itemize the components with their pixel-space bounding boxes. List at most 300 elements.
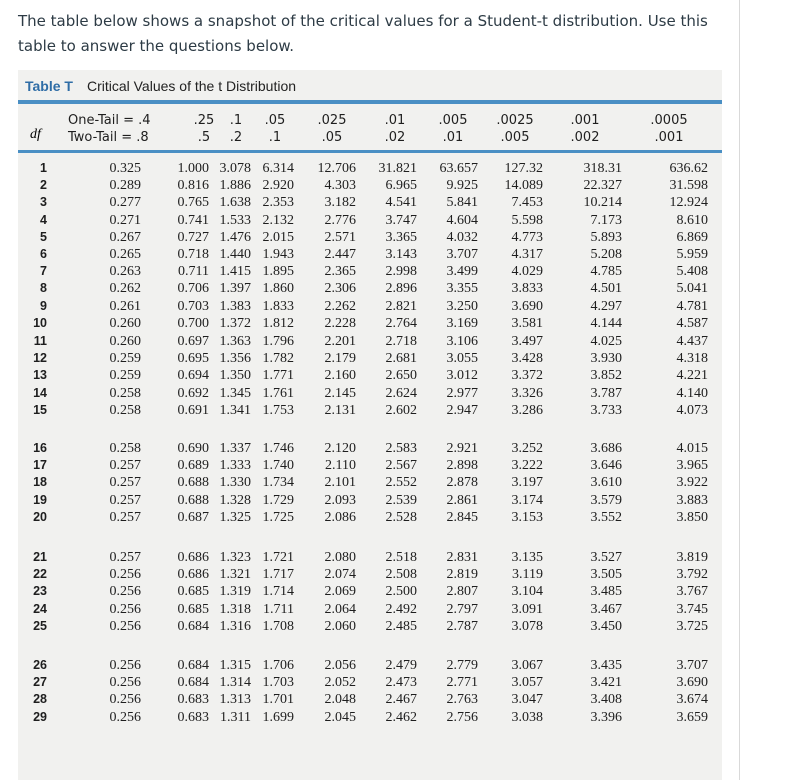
critical-value-cell: 1.761 (262, 385, 294, 401)
critical-value-cell: 1.734 (262, 475, 294, 491)
critical-value-cell: 6.965 (385, 178, 417, 194)
critical-value-cell: 4.144 (590, 315, 622, 331)
df-value: 16 (33, 441, 47, 455)
table-row (18, 493, 722, 510)
critical-value-cell: 1.943 (262, 247, 294, 262)
critical-value-cell: 1.740 (262, 458, 294, 474)
critical-value-cell: 2.110 (325, 458, 356, 474)
critical-value-cell: 3.733 (590, 402, 622, 418)
critical-value-cell: 3.078 (219, 161, 251, 176)
df-value: 11 (33, 334, 47, 348)
critical-value-cell: 0.256 (109, 658, 141, 673)
table-row (18, 247, 722, 264)
table-row (18, 475, 722, 492)
df-value: 26 (33, 658, 47, 672)
header-bottom-rule (18, 150, 722, 153)
critical-value-cell: 5.841 (446, 195, 478, 211)
critical-value-cell: 2.045 (324, 709, 356, 725)
critical-value-cell: 4.587 (676, 315, 708, 331)
one-tail-level: .0005 (650, 113, 688, 128)
critical-value-cell: 5.893 (590, 229, 622, 245)
critical-value-cell: 1.350 (219, 368, 251, 384)
critical-value-cell: 0.692 (177, 385, 209, 401)
critical-value-cell: 2.819 (446, 567, 478, 583)
critical-value-cell: 2.064 (324, 601, 356, 617)
critical-value-cell: 0.260 (109, 334, 141, 349)
critical-value-cell: 3.450 (590, 618, 622, 634)
critical-value-cell: 0.271 (109, 212, 141, 228)
critical-value-cell: 2.624 (385, 385, 417, 401)
df-value: 6 (40, 247, 47, 261)
critical-value-cell: 1.383 (219, 298, 251, 314)
one-tail-level: .01 (384, 113, 406, 128)
critical-value-cell: 3.091 (511, 601, 543, 617)
row-group (18, 247, 722, 333)
critical-value-cell: 0.277 (109, 195, 141, 211)
critical-value-cell: 2.518 (385, 550, 417, 565)
two-tail-level: .05 (321, 130, 343, 145)
critical-value-cell: 3.365 (385, 229, 417, 245)
critical-value-cell: 2.787 (446, 618, 478, 634)
critical-value-cell: 1.315 (219, 658, 251, 673)
critical-value-cell: 0.703 (177, 298, 209, 314)
critical-value-cell: 2.861 (446, 492, 478, 508)
critical-value-cell: 2.756 (446, 709, 478, 725)
critical-value-cell: 4.015 (676, 441, 708, 456)
critical-value-cell: 636.62 (669, 161, 708, 176)
critical-value-cell: 2.797 (446, 601, 478, 617)
critical-value-cell: 0.256 (109, 675, 141, 691)
critical-value-cell: 2.015 (262, 229, 294, 245)
critical-value-cell: 3.252 (511, 441, 543, 456)
critical-value-cell: 2.131 (324, 402, 356, 418)
df-value: 24 (33, 601, 47, 616)
critical-value-cell: 2.160 (324, 368, 356, 384)
critical-value-cell: 3.055 (446, 351, 478, 367)
critical-value-cell: 4.781 (676, 298, 708, 314)
critical-value-cell: 0.325 (109, 161, 141, 176)
critical-value-cell: 2.048 (324, 692, 356, 708)
critical-value-cell: 1.812 (262, 315, 294, 331)
critical-value-cell: 0.727 (177, 229, 209, 245)
critical-value-cell: 2.479 (385, 658, 417, 673)
critical-value-cell: 0.697 (177, 334, 209, 349)
critical-value-cell: 2.898 (446, 458, 478, 474)
table-row (18, 334, 722, 351)
one-tail-header: One-Tail = .4 (68, 113, 151, 128)
critical-value-cell: 3.674 (676, 692, 708, 708)
critical-value-cell: 4.604 (446, 212, 478, 228)
critical-value-cell: 1.341 (219, 402, 251, 418)
critical-value-cell: 1.782 (262, 351, 294, 367)
critical-value-cell: 2.201 (324, 334, 356, 349)
critical-value-cell: 3.169 (446, 315, 478, 331)
critical-value-cell: 1.321 (219, 567, 251, 583)
critical-value-cell: 2.539 (385, 492, 417, 508)
critical-value-cell: 3.047 (511, 692, 543, 708)
table-row (18, 550, 722, 567)
critical-value-cell: 1.717 (262, 567, 294, 583)
df-value: 21 (33, 550, 47, 564)
critical-value-cell: 2.807 (446, 584, 478, 600)
critical-value-cell: 2.060 (324, 618, 356, 634)
critical-value-cell: 3.372 (511, 368, 543, 384)
critical-value-cell: 3.286 (511, 402, 543, 418)
critical-value-cell: 4.297 (590, 298, 622, 314)
critical-value-cell: 3.527 (590, 550, 622, 565)
critical-value-cell: 0.690 (177, 441, 209, 456)
df-value: 12 (33, 351, 47, 366)
critical-value-cell: 0.683 (177, 692, 209, 708)
critical-value-cell: 1.701 (262, 692, 294, 708)
critical-value-cell: 2.052 (324, 675, 356, 691)
critical-value-cell: 1.699 (262, 709, 294, 725)
critical-value-cell: 1.703 (262, 675, 294, 691)
critical-value-cell: 3.819 (676, 550, 708, 565)
table-row (18, 602, 722, 619)
critical-value-cell: 4.773 (511, 229, 543, 245)
critical-value-cell: 0.683 (177, 709, 209, 725)
critical-value-cell: 2.492 (385, 601, 417, 617)
critical-value-cell: 2.145 (324, 385, 356, 401)
one-tail-level: .25 (193, 113, 215, 128)
critical-value-cell: 6.869 (676, 229, 708, 245)
critical-value-cell: 0.262 (109, 281, 141, 297)
critical-value-cell: 3.686 (590, 441, 622, 456)
table-row (18, 316, 722, 333)
critical-value-cell: 3.396 (590, 709, 622, 725)
table-row (18, 281, 722, 298)
critical-value-cell: 0.265 (109, 247, 141, 262)
critical-value-cell: 0.687 (177, 509, 209, 525)
critical-value-cell: 0.691 (177, 402, 209, 418)
critical-value-cell: 4.140 (676, 385, 708, 401)
critical-value-cell: 0.256 (109, 709, 141, 725)
critical-value-cell: 1.330 (219, 475, 251, 491)
critical-value-cell: 3.067 (511, 658, 543, 673)
critical-value-cell: 2.977 (446, 385, 478, 401)
critical-value-cell: 0.700 (177, 315, 209, 331)
critical-value-cell: 5.408 (676, 264, 708, 280)
critical-value-cell: 2.473 (385, 675, 417, 691)
df-value: 22 (33, 567, 47, 582)
critical-value-cell: 3.646 (590, 458, 622, 474)
critical-value-cell: 2.485 (385, 618, 417, 634)
critical-value-cell: 1.533 (219, 212, 251, 228)
critical-value-cell: 2.306 (324, 281, 356, 297)
critical-value-cell: 2.831 (446, 550, 478, 565)
critical-value-cell: 0.765 (177, 195, 209, 211)
critical-value-cell: 3.833 (511, 281, 543, 297)
table-row (18, 403, 722, 420)
df-value: 8 (40, 281, 47, 296)
two-tail-level: .2 (229, 130, 243, 145)
df-value: 15 (33, 402, 47, 417)
critical-value-cell: 0.257 (109, 458, 141, 474)
critical-value-cell: 0.261 (109, 298, 141, 314)
table-label: Table T (25, 78, 73, 94)
table-row (18, 458, 722, 475)
one-tail-level: .0025 (496, 113, 534, 128)
critical-value-cell: 3.153 (511, 509, 543, 525)
t-distribution-table (18, 70, 722, 780)
critical-value-cell: 2.262 (324, 298, 356, 314)
critical-value-cell: 2.567 (385, 458, 417, 474)
critical-value-cell: 4.437 (676, 334, 708, 349)
critical-value-cell: 2.779 (446, 658, 478, 673)
df-value: 23 (33, 584, 47, 599)
two-tail-header: Two-Tail = .8 (68, 130, 149, 145)
critical-value-cell: 1.771 (262, 368, 294, 384)
critical-value-cell: 1.363 (219, 334, 251, 349)
critical-value-cell: 0.257 (109, 475, 141, 491)
critical-value-cell: 1.372 (219, 315, 251, 331)
table-row (18, 351, 722, 368)
critical-value-cell: 2.921 (446, 441, 478, 456)
critical-value-cell: 2.179 (324, 351, 356, 367)
df-header: df (30, 127, 41, 142)
two-tail-level: .001 (654, 130, 684, 145)
one-tail-level: .1 (229, 113, 243, 128)
critical-value-cell: 0.718 (177, 247, 209, 262)
df-value: 20 (33, 509, 47, 524)
critical-value-cell: 2.920 (262, 178, 294, 194)
critical-value-cell: 0.257 (109, 492, 141, 508)
critical-value-cell: 0.706 (177, 281, 209, 297)
df-value: 25 (33, 618, 47, 633)
critical-value-cell: 1.753 (262, 402, 294, 418)
critical-value-cell: 7.173 (590, 212, 622, 228)
critical-value-cell: 3.505 (590, 567, 622, 583)
critical-value-cell: 2.947 (446, 402, 478, 418)
critical-value-cell: 2.571 (324, 229, 356, 245)
critical-value-cell: 3.106 (446, 334, 478, 349)
critical-value-cell: 1.860 (262, 281, 294, 297)
table-row (18, 368, 722, 385)
critical-value-cell: 3.707 (676, 658, 708, 673)
critical-value-cell: 3.467 (590, 601, 622, 617)
critical-value-cell: 1.729 (262, 492, 294, 508)
critical-value-cell: 1.708 (262, 618, 294, 634)
critical-value-cell: 2.602 (385, 402, 417, 418)
two-tail-level: .02 (384, 130, 406, 145)
two-tail-level: .1 (268, 130, 282, 145)
critical-value-cell: 2.462 (385, 709, 417, 725)
critical-value-cell: 2.528 (385, 509, 417, 525)
critical-value-cell: 2.228 (324, 315, 356, 331)
critical-value-cell: 2.120 (324, 441, 356, 456)
df-value: 5 (40, 229, 47, 244)
critical-value-cell: 0.263 (109, 264, 141, 280)
critical-value-cell: 3.038 (511, 709, 543, 725)
critical-value-cell: 2.896 (385, 281, 417, 297)
row-group (18, 550, 722, 636)
critical-value-cell: 0.257 (109, 509, 141, 525)
df-value: 18 (33, 475, 47, 490)
table-row (18, 213, 722, 230)
critical-value-cell: 2.845 (446, 509, 478, 525)
df-value: 13 (33, 368, 47, 383)
critical-value-cell: 0.258 (109, 402, 141, 418)
critical-value-cell: 1.706 (262, 658, 294, 673)
critical-value-cell: 3.792 (676, 567, 708, 583)
critical-value-cell: 3.579 (590, 492, 622, 508)
critical-value-cell: 9.925 (446, 178, 478, 194)
critical-value-cell: 2.353 (262, 195, 294, 211)
critical-value-cell: 2.998 (385, 264, 417, 280)
critical-value-cell: 2.508 (385, 567, 417, 583)
two-tail-level: .005 (500, 130, 530, 145)
critical-value-cell: 4.501 (590, 281, 622, 297)
critical-value-cell: 4.032 (446, 229, 478, 245)
df-value: 17 (33, 458, 47, 473)
critical-value-cell: 3.012 (446, 368, 478, 384)
critical-value-cell: 3.250 (446, 298, 478, 314)
critical-value-cell: 1.714 (262, 584, 294, 600)
critical-value-cell: 0.256 (109, 601, 141, 617)
critical-value-cell: 3.104 (511, 584, 543, 600)
critical-value-cell: 3.690 (511, 298, 543, 314)
critical-value-cell: 3.497 (511, 334, 543, 349)
critical-value-cell: 0.741 (177, 212, 209, 228)
critical-value-cell: 0.260 (109, 315, 141, 331)
critical-value-cell: 0.686 (177, 550, 209, 565)
critical-value-cell: 1.476 (219, 229, 251, 245)
critical-value-cell: 3.745 (676, 601, 708, 617)
critical-value-cell: 2.650 (385, 368, 417, 384)
critical-value-cell: 31.821 (378, 161, 417, 176)
critical-value-cell: 0.256 (109, 618, 141, 634)
critical-value-cell: 0.259 (109, 351, 141, 367)
critical-value-cell: 3.883 (676, 492, 708, 508)
critical-value-cell: 5.041 (676, 281, 708, 297)
critical-value-cell: 10.214 (583, 195, 622, 211)
critical-value-cell: 3.197 (511, 475, 543, 491)
critical-value-cell: 0.685 (177, 584, 209, 600)
critical-value-cell: 4.317 (511, 247, 543, 262)
critical-value-cell: 0.688 (177, 475, 209, 491)
critical-value-cell: 8.610 (676, 212, 708, 228)
critical-value-cell: 1.325 (219, 509, 251, 525)
critical-value-cell: 2.074 (324, 567, 356, 583)
critical-value-cell: 3.767 (676, 584, 708, 600)
critical-value-cell: 2.821 (385, 298, 417, 314)
critical-value-cell: 3.610 (590, 475, 622, 491)
critical-value-cell: 0.289 (109, 178, 141, 194)
critical-value-cell: 1.323 (219, 550, 251, 565)
critical-value-cell: 1.886 (219, 178, 251, 194)
critical-value-cell: 1.319 (219, 584, 251, 600)
critical-value-cell: 12.706 (317, 161, 356, 176)
df-value: 2 (40, 178, 47, 193)
table-row (18, 178, 722, 195)
critical-value-cell: 2.583 (385, 441, 417, 456)
critical-value-cell: 0.711 (178, 264, 209, 280)
table-row (18, 264, 722, 281)
critical-value-cell: 1.415 (219, 264, 251, 280)
critical-value-cell: 4.025 (590, 334, 622, 349)
df-value: 7 (40, 264, 47, 279)
critical-value-cell: 4.541 (385, 195, 417, 211)
critical-value-cell: 3.222 (511, 458, 543, 474)
critical-value-cell: 3.965 (676, 458, 708, 474)
critical-value-cell: 1.721 (262, 550, 294, 565)
critical-value-cell: 127.32 (504, 161, 543, 176)
critical-value-cell: 2.500 (385, 584, 417, 600)
critical-value-cell: 4.785 (590, 264, 622, 280)
critical-value-cell: 1.711 (263, 601, 294, 617)
df-value: 10 (33, 315, 47, 330)
df-value: 29 (33, 709, 47, 724)
critical-value-cell: 0.256 (109, 567, 141, 583)
critical-value-cell: 3.078 (511, 618, 543, 634)
one-tail-level: .05 (264, 113, 286, 128)
critical-value-cell: 1.796 (262, 334, 294, 349)
critical-value-cell: 5.598 (511, 212, 543, 228)
row-group (18, 658, 722, 727)
table-row (18, 710, 722, 727)
critical-value-cell: 1.895 (262, 264, 294, 280)
df-value: 27 (33, 675, 47, 690)
table-caption (25, 78, 296, 94)
critical-value-cell: 1.833 (262, 298, 294, 314)
table-row (18, 658, 722, 675)
critical-value-cell: 3.747 (385, 212, 417, 228)
critical-value-cell: 3.143 (385, 247, 417, 262)
table-row (18, 230, 722, 247)
critical-value-cell: 0.256 (109, 692, 141, 708)
critical-value-cell: 4.318 (676, 351, 708, 367)
critical-value-cell: 0.257 (109, 550, 141, 565)
df-value: 3 (40, 195, 47, 210)
critical-value-cell: 4.303 (324, 178, 356, 194)
critical-value-cell: 3.119 (512, 567, 543, 583)
critical-value-cell: 2.467 (385, 692, 417, 708)
df-value: 19 (33, 492, 47, 507)
critical-value-cell: 1.314 (219, 675, 251, 691)
one-tail-level: .001 (570, 113, 600, 128)
critical-value-cell: 3.850 (676, 509, 708, 525)
critical-value-cell: 2.365 (324, 264, 356, 280)
critical-value-cell: 63.657 (439, 161, 478, 176)
critical-value-cell: 1.313 (219, 692, 251, 708)
critical-value-cell: 1.440 (219, 247, 251, 262)
critical-value-cell: 22.327 (583, 178, 622, 194)
critical-value-cell: 0.688 (177, 492, 209, 508)
critical-value-cell: 0.259 (109, 368, 141, 384)
critical-value-cell: 4.073 (676, 402, 708, 418)
critical-value-cell: 2.447 (324, 247, 356, 262)
critical-value-cell: 5.959 (676, 247, 708, 262)
critical-value-cell: 1.746 (262, 441, 294, 456)
critical-value-cell: 3.057 (511, 675, 543, 691)
table-row (18, 584, 722, 601)
critical-value-cell: 2.080 (324, 550, 356, 565)
critical-value-cell: 0.684 (177, 675, 209, 691)
df-value: 28 (33, 692, 47, 707)
df-value: 1 (40, 161, 47, 175)
critical-value-cell: 1.318 (219, 601, 251, 617)
critical-value-cell: 2.552 (385, 475, 417, 491)
critical-value-cell: 3.922 (676, 475, 708, 491)
table-row (18, 692, 722, 709)
table-row (18, 161, 722, 178)
critical-value-cell: 0.695 (177, 351, 209, 367)
critical-value-cell: 2.878 (446, 475, 478, 491)
critical-value-cell: 1.316 (219, 618, 251, 634)
header-top-rule (18, 100, 722, 104)
intro-text: The table below shows a snapshot of the critical values for a Student-t distribution. Use this table to answer the questions below. (18, 12, 708, 55)
